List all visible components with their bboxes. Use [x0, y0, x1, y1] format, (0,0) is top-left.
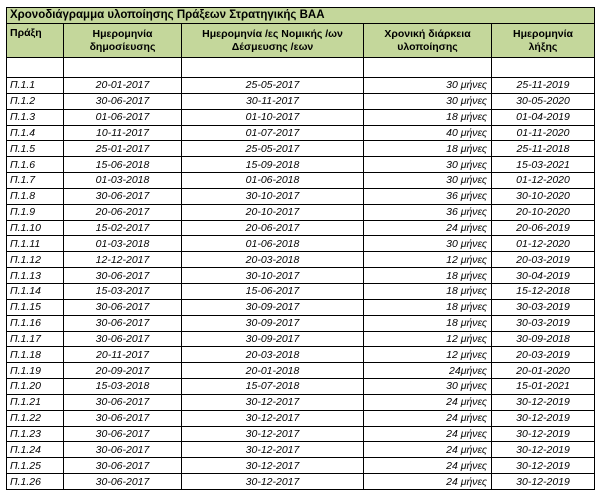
cell-duration: 30 μήνες [364, 157, 492, 173]
cell-duration: 12 μήνες [364, 347, 492, 363]
cell-publication-date: 01-03-2018 [64, 236, 182, 252]
cell-publication-date: 15-03-2017 [64, 283, 182, 299]
table-row [7, 268, 595, 284]
cell-end-date: 30-03-2019 [492, 299, 595, 315]
cell-code: Π.1.23 [7, 426, 64, 442]
cell-commitment-date: 30-09-2017 [182, 331, 364, 347]
cell-publication-date: 30-06-2017 [64, 93, 182, 109]
cell-publication-date: 30-06-2017 [64, 188, 182, 204]
cell-end-date: 01-11-2020 [492, 125, 595, 141]
table-row [7, 78, 595, 94]
table-row [7, 299, 595, 315]
title-row [7, 8, 595, 24]
cell-code: Π.1.14 [7, 283, 64, 299]
cell-publication-date: 30-06-2017 [64, 315, 182, 331]
cell-commitment-date: 20-06-2017 [182, 220, 364, 236]
cell-code: Π.1.7 [7, 173, 64, 189]
header-commitment-date: Ημερομηνία /ες Νομικής /ων Δέσμευσης /εων [182, 24, 364, 58]
table-row [7, 125, 595, 141]
cell-commitment-date: 30-12-2017 [182, 474, 364, 490]
cell-duration: 24 μήνες [364, 442, 492, 458]
cell-duration: 24 μήνες [364, 426, 492, 442]
cell-duration: 18 μήνες [364, 109, 492, 125]
cell-commitment-date: 30-12-2017 [182, 458, 364, 474]
cell-code: Π.1.3 [7, 109, 64, 125]
cell-publication-date: 30-06-2017 [64, 442, 182, 458]
cell-publication-date: 10-11-2017 [64, 125, 182, 141]
cell-publication-date: 30-06-2017 [64, 458, 182, 474]
cell-code: Π.1.4 [7, 125, 64, 141]
cell-publication-date: 20-09-2017 [64, 363, 182, 379]
cell-code: Π.1.15 [7, 299, 64, 315]
cell-end-date: 30-09-2018 [492, 331, 595, 347]
cell-duration: 30 μήνες [364, 93, 492, 109]
cell-commitment-date: 30-10-2017 [182, 188, 364, 204]
cell-duration: 30 μήνες [364, 78, 492, 94]
table-row [7, 394, 595, 410]
cell-publication-date: 30-06-2017 [64, 299, 182, 315]
cell-publication-date: 30-06-2017 [64, 394, 182, 410]
cell-code: Π.1.11 [7, 236, 64, 252]
cell-publication-date: 12-12-2017 [64, 252, 182, 268]
cell-code: Π.1.12 [7, 252, 64, 268]
cell-commitment-date: 01-06-2018 [182, 173, 364, 189]
cell-end-date: 20-03-2019 [492, 252, 595, 268]
cell-commitment-date: 25-05-2017 [182, 78, 364, 94]
cell-commitment-date: 30-12-2017 [182, 394, 364, 410]
schedule-table [6, 7, 595, 490]
cell-publication-date: 30-06-2017 [64, 331, 182, 347]
table-row [7, 363, 595, 379]
cell-end-date: 20-01-2020 [492, 363, 595, 379]
cell-end-date: 30-12-2019 [492, 474, 595, 490]
cell-commitment-date: 20-03-2018 [182, 252, 364, 268]
cell-commitment-date: 30-12-2017 [182, 410, 364, 426]
cell-end-date: 20-03-2019 [492, 347, 595, 363]
table-row [7, 458, 595, 474]
cell-code: Π.1.22 [7, 410, 64, 426]
table-row [7, 236, 595, 252]
cell-duration: 12 μήνες [364, 331, 492, 347]
cell-commitment-date: 01-10-2017 [182, 109, 364, 125]
cell-publication-date: 30-06-2017 [64, 474, 182, 490]
header-duration: Χρονική διάρκεια υλοποίησης [364, 24, 492, 58]
cell-end-date: 25-11-2019 [492, 78, 595, 94]
cell-duration: 18 μήνες [364, 141, 492, 157]
blank-row [7, 58, 595, 78]
cell-commitment-date: 15-09-2018 [182, 157, 364, 173]
cell-code: Π.1.24 [7, 442, 64, 458]
cell-commitment-date: 30-12-2017 [182, 426, 364, 442]
cell-publication-date: 01-03-2018 [64, 173, 182, 189]
schedule-sheet [6, 7, 594, 490]
cell-publication-date: 30-06-2017 [64, 426, 182, 442]
cell-commitment-date: 25-05-2017 [182, 141, 364, 157]
cell-duration: 30 μήνες [364, 236, 492, 252]
cell-end-date: 30-12-2019 [492, 410, 595, 426]
cell-code: Π.1.20 [7, 379, 64, 395]
cell-code: Π.1.17 [7, 331, 64, 347]
cell-end-date: 01-12-2020 [492, 173, 595, 189]
table-row [7, 204, 595, 220]
cell-end-date: 30-12-2019 [492, 426, 595, 442]
cell-code: Π.1.21 [7, 394, 64, 410]
cell-duration: 36 μήνες [364, 204, 492, 220]
cell-commitment-date: 30-09-2017 [182, 315, 364, 331]
cell-publication-date: 15-02-2017 [64, 220, 182, 236]
cell-end-date: 30-05-2020 [492, 93, 595, 109]
cell-commitment-date: 01-07-2017 [182, 125, 364, 141]
cell-end-date: 15-03-2021 [492, 157, 595, 173]
cell-end-date: 25-11-2018 [492, 141, 595, 157]
cell-end-date: 20-06-2019 [492, 220, 595, 236]
cell-duration: 30 μήνες [364, 379, 492, 395]
cell-end-date: 30-03-2019 [492, 315, 595, 331]
cell-end-date: 01-12-2020 [492, 236, 595, 252]
cell-code: Π.1.9 [7, 204, 64, 220]
cell-code: Π.1.13 [7, 268, 64, 284]
table-row [7, 442, 595, 458]
cell-code: Π.1.26 [7, 474, 64, 490]
cell-duration: 24 μήνες [364, 410, 492, 426]
cell-publication-date: 30-06-2017 [64, 268, 182, 284]
cell-publication-date: 01-06-2017 [64, 109, 182, 125]
cell-commitment-date: 30-10-2017 [182, 268, 364, 284]
cell-publication-date: 25-01-2017 [64, 141, 182, 157]
cell-duration: 18 μήνες [364, 283, 492, 299]
cell-duration: 30 μήνες [364, 173, 492, 189]
cell-code: Π.1.10 [7, 220, 64, 236]
cell-code: Π.1.19 [7, 363, 64, 379]
table-row [7, 157, 595, 173]
cell-commitment-date: 20-10-2017 [182, 204, 364, 220]
header-end-date: Ημερομηνία λήξης [492, 24, 595, 58]
table-row [7, 141, 595, 157]
cell-publication-date: 30-06-2017 [64, 410, 182, 426]
cell-end-date: 15-01-2021 [492, 379, 595, 395]
table-row [7, 347, 595, 363]
cell-end-date: 30-12-2019 [492, 442, 595, 458]
cell-publication-date: 20-11-2017 [64, 347, 182, 363]
cell-commitment-date: 20-01-2018 [182, 363, 364, 379]
cell-code: Π.1.18 [7, 347, 64, 363]
cell-code: Π.1.16 [7, 315, 64, 331]
table-row [7, 379, 595, 395]
header-row [7, 24, 595, 58]
cell-code: Π.1.6 [7, 157, 64, 173]
table-row [7, 252, 595, 268]
table-row [7, 173, 595, 189]
table-row [7, 283, 595, 299]
header-code: Πράξη [7, 24, 64, 58]
cell-code: Π.1.25 [7, 458, 64, 474]
table-row [7, 426, 595, 442]
cell-code: Π.1.2 [7, 93, 64, 109]
cell-publication-date: 15-03-2018 [64, 379, 182, 395]
table-row [7, 93, 595, 109]
header-publication-date: Ημερομηνία δημοσίευσης [64, 24, 182, 58]
cell-duration: 40 μήνες [364, 125, 492, 141]
cell-code: Π.1.5 [7, 141, 64, 157]
cell-commitment-date: 01-06-2018 [182, 236, 364, 252]
cell-publication-date: 15-06-2018 [64, 157, 182, 173]
table-row [7, 474, 595, 490]
table-title: Χρονοδιάγραμμα υλοποίησης Πράξεων Στρατηγικής ΒΑΑ [7, 8, 595, 24]
cell-duration: 12 μήνες [364, 252, 492, 268]
cell-publication-date: 20-06-2017 [64, 204, 182, 220]
cell-duration: 36 μήνες [364, 188, 492, 204]
cell-end-date: 30-10-2020 [492, 188, 595, 204]
cell-duration: 18 μήνες [364, 268, 492, 284]
cell-duration: 24 μήνες [364, 220, 492, 236]
cell-end-date: 15-12-2018 [492, 283, 595, 299]
cell-commitment-date: 15-07-2018 [182, 379, 364, 395]
cell-end-date: 30-12-2019 [492, 458, 595, 474]
cell-end-date: 30-12-2019 [492, 394, 595, 410]
cell-commitment-date: 30-09-2017 [182, 299, 364, 315]
cell-end-date: 30-04-2019 [492, 268, 595, 284]
cell-code: Π.1.8 [7, 188, 64, 204]
cell-duration: 24μήνες [364, 363, 492, 379]
cell-commitment-date: 15-06-2017 [182, 283, 364, 299]
cell-end-date: 01-04-2019 [492, 109, 595, 125]
cell-publication-date: 20-01-2017 [64, 78, 182, 94]
table-row [7, 410, 595, 426]
table-row [7, 220, 595, 236]
cell-commitment-date: 20-03-2018 [182, 347, 364, 363]
cell-duration: 18 μήνες [364, 299, 492, 315]
cell-code: Π.1.1 [7, 78, 64, 94]
cell-commitment-date: 30-11-2017 [182, 93, 364, 109]
table-row [7, 315, 595, 331]
table-row [7, 331, 595, 347]
cell-commitment-date: 30-12-2017 [182, 442, 364, 458]
cell-duration: 24 μήνες [364, 458, 492, 474]
cell-duration: 24 μήνες [364, 474, 492, 490]
table-row [7, 109, 595, 125]
cell-duration: 24 μήνες [364, 394, 492, 410]
table-row [7, 188, 595, 204]
cell-end-date: 20-10-2020 [492, 204, 595, 220]
cell-duration: 18 μήνες [364, 315, 492, 331]
